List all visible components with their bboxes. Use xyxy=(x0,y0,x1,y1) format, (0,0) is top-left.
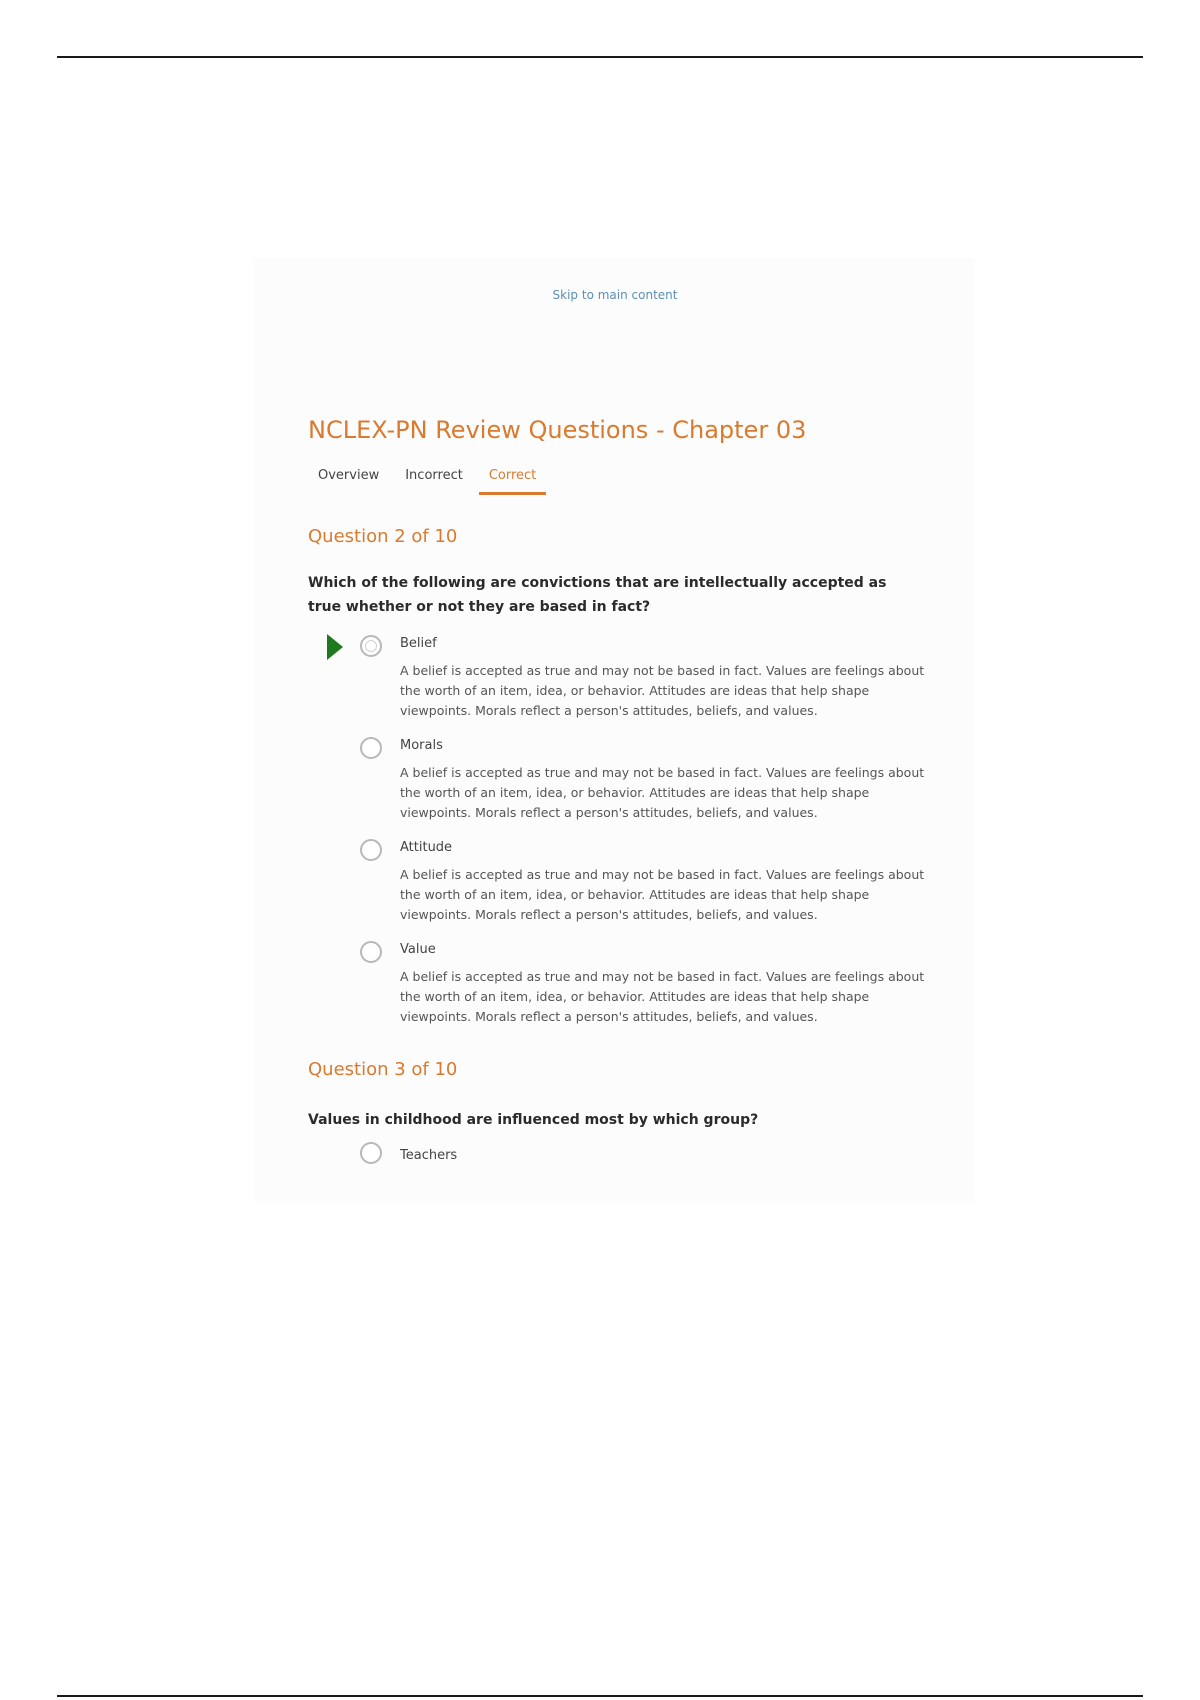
tab-overview[interactable]: Overview xyxy=(318,468,380,483)
tab-incorrect[interactable]: Incorrect xyxy=(405,468,463,483)
answer-radio[interactable] xyxy=(360,1142,382,1164)
answer-rationale: A belief is accepted as true and may not be based in fact. Values are feelings about the worth of an item, idea, or behavior. Attitudes are ideas that help shape viewpoints. Morals reflect a person's attitudes, beliefs, and values. xyxy=(400,867,925,922)
answer-radio[interactable] xyxy=(360,737,382,759)
answer-rationale: A belief is accepted as true and may not be based in fact. Values are feelings about the worth of an item, idea, or behavior. Attitudes are ideas that help shape viewpoints. Morals reflect a person's attitudes, beliefs, and values. xyxy=(400,765,925,820)
answer-label[interactable]: Morals xyxy=(400,738,443,753)
answer-rationale: A belief is accepted as true and may not be based in fact. Values are feelings about the worth of an item, idea, or behavior. Attitudes are ideas that help shape viewpoints. Morals reflect a person's attitudes, beliefs, and values. xyxy=(400,663,925,718)
question-3-answers xyxy=(255,1146,975,1186)
correct-answer-arrow-icon xyxy=(327,634,343,660)
tab-correct[interactable]: Correct xyxy=(479,468,546,495)
skip-to-main-link[interactable]: Skip to main content xyxy=(552,288,678,302)
quiz-screenshot xyxy=(255,258,975,1203)
question-2-heading: Question 2 of 10 xyxy=(308,526,458,547)
answer-radio[interactable] xyxy=(360,941,382,963)
answer-label[interactable]: Attitude xyxy=(400,840,453,855)
page-bottom-rule xyxy=(57,1695,1143,1697)
answer-option xyxy=(255,736,975,838)
answer-option xyxy=(255,940,975,1042)
result-tabs xyxy=(308,468,552,495)
answer-option xyxy=(255,634,975,736)
answer-radio[interactable] xyxy=(360,635,382,657)
question-3-heading: Question 3 of 10 xyxy=(308,1059,458,1080)
question-3-text: Values in childhood are influenced most by which group? xyxy=(308,1112,759,1128)
page-title: NCLEX-PN Review Questions - Chapter 03 xyxy=(308,416,807,444)
question-2-text: Which of the following are convictions that are intellectually accepted as true whether or not they are based in fact? xyxy=(308,575,887,615)
answer-label[interactable]: Teachers xyxy=(400,1148,458,1163)
page-top-rule xyxy=(57,56,1143,58)
answer-radio[interactable] xyxy=(360,839,382,861)
question-2-answers xyxy=(255,634,975,1042)
answer-label[interactable]: Value xyxy=(400,942,436,957)
answer-option xyxy=(255,838,975,940)
answer-option xyxy=(255,1146,975,1186)
answer-label[interactable]: Belief xyxy=(400,636,437,651)
answer-rationale: A belief is accepted as true and may not be based in fact. Values are feelings about the worth of an item, idea, or behavior. Attitudes are ideas that help shape viewpoints. Morals reflect a person's attitudes, beliefs, and values. xyxy=(400,969,925,1024)
